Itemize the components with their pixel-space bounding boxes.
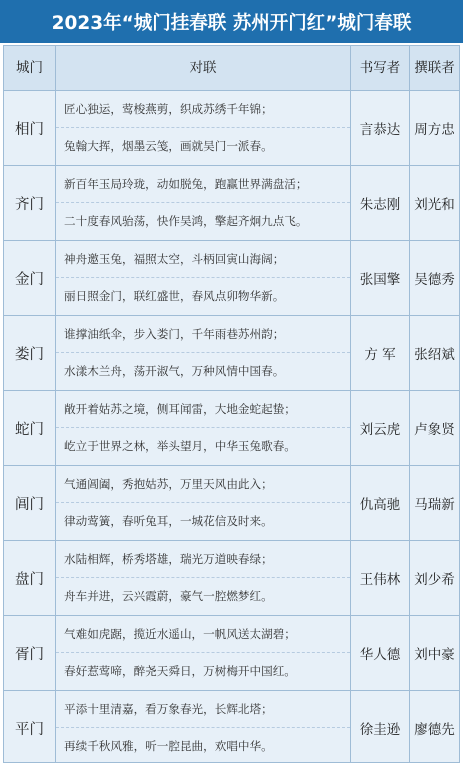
- gate-name: 金门: [15, 271, 44, 288]
- table-row: [4, 241, 459, 316]
- gate-name: 相门: [15, 121, 44, 138]
- header-writer: 书写者: [359, 60, 401, 76]
- author-name: 卢象贤: [414, 422, 455, 438]
- header-couplet: 对联: [189, 60, 217, 76]
- column-divider: [409, 46, 410, 762]
- couplet-table: [3, 45, 460, 763]
- author-name: 张绍斌: [414, 347, 455, 363]
- writer-name: 张国擎: [359, 272, 401, 288]
- table-row: [4, 91, 459, 166]
- couplet-first-line: 气通阊阖，秀抱姑苏，万里天风由此入；: [64, 477, 273, 491]
- author-name: 刘光和: [414, 197, 455, 213]
- couplet-second-line: 水漾木兰舟，荡开淑气，万种风情中国春。: [64, 364, 285, 378]
- couplet-first-line: 新百年玉局玲珑，动如脱兔，跑赢世界满盘活；: [64, 177, 308, 191]
- gate-name: 娄门: [15, 346, 44, 363]
- couplet-second-line: 舟车并进，云兴霞蔚，豪气一腔燃梦红。: [64, 589, 273, 603]
- page-title: 2023年“城门挂春联 苏州开门红”城门春联: [0, 0, 463, 43]
- couplet-second-line: 丽日照金门，联红盛世，春风点卯物华新。: [64, 289, 285, 303]
- gate-name: 齐门: [15, 196, 44, 213]
- writer-name: 朱志刚: [359, 197, 401, 213]
- couplet-second-line: 兔翰大挥，烟墨云笺，画就吴门一派春。: [64, 139, 273, 153]
- writer-name: 徐圭逊: [359, 722, 401, 738]
- author-name: 刘中豪: [414, 647, 455, 663]
- couplet-second-line: 春好惹莺啼，醉尧天舜日，万树梅开中国红。: [64, 664, 296, 678]
- couplet-second-line: 屹立于世界之林，举头望月，中华玉兔歌春。: [64, 439, 296, 453]
- writer-name: 王伟林: [359, 572, 401, 588]
- couplet-first-line: 气难如虎踞，揽近水遥山，一帆风送太湖碧；: [64, 627, 296, 641]
- table-row: [4, 316, 459, 391]
- table-header: [4, 46, 459, 91]
- couplet-first-line: 匠心独运，莺梭燕剪，织成苏绣千年锦；: [64, 102, 273, 116]
- table-row: [4, 391, 459, 466]
- author-name: 廖德先: [414, 722, 455, 738]
- gate-name: 平门: [15, 721, 44, 738]
- author-name: 周方忠: [414, 122, 455, 138]
- couplet-second-line: 律动莺簧，春听兔耳，一城花信及时来。: [64, 514, 273, 528]
- couplet-first-line: 神舟邀玉兔，福照太空，斗柄回寅山海阔；: [64, 252, 285, 266]
- column-divider: [350, 46, 351, 762]
- gate-name: 蛇门: [15, 421, 44, 438]
- gate-name: 盘门: [15, 571, 44, 588]
- couplet-first-line: 谁撑油纸伞，步入娄门，千年雨巷苏州韵；: [64, 327, 285, 341]
- couplet-first-line: 平添十里清嘉，看万象春光，长辉北塔；: [64, 702, 273, 716]
- couplet-second-line: 二十度春风骀荡，快作吴鸿，擎起齐炯九点飞。: [64, 214, 308, 228]
- writer-name: 刘云虎: [359, 422, 401, 438]
- writer-name: 华人德: [359, 647, 401, 663]
- gate-name: 胥门: [15, 646, 44, 663]
- header-author: 撰联者: [414, 60, 455, 76]
- author-name: 刘少希: [414, 572, 455, 588]
- table-row: [4, 541, 459, 616]
- couplet-first-line: 敞开着姑苏之境，侧耳闻雷，大地金蛇起蛰；: [64, 402, 296, 416]
- author-name: 吴德秀: [414, 272, 455, 288]
- table-row: [4, 691, 459, 766]
- writer-name: 言恭达: [359, 122, 401, 138]
- gate-name: 阊门: [15, 496, 44, 513]
- header-gate: 城门: [16, 60, 43, 76]
- couplet-second-line: 再续千秋风雅，听一腔昆曲，欢唱中华。: [64, 739, 273, 753]
- couplet-first-line: 水陆相辉，桥秀塔雄，瑞光万道映春绿；: [64, 552, 273, 566]
- table-row: [4, 466, 459, 541]
- author-name: 马瑞新: [414, 497, 455, 513]
- writer-name: 方 军: [364, 347, 396, 363]
- table-row: [4, 616, 459, 691]
- table-row: [4, 166, 459, 241]
- column-divider: [55, 46, 56, 762]
- writer-name: 仇高驰: [359, 497, 401, 513]
